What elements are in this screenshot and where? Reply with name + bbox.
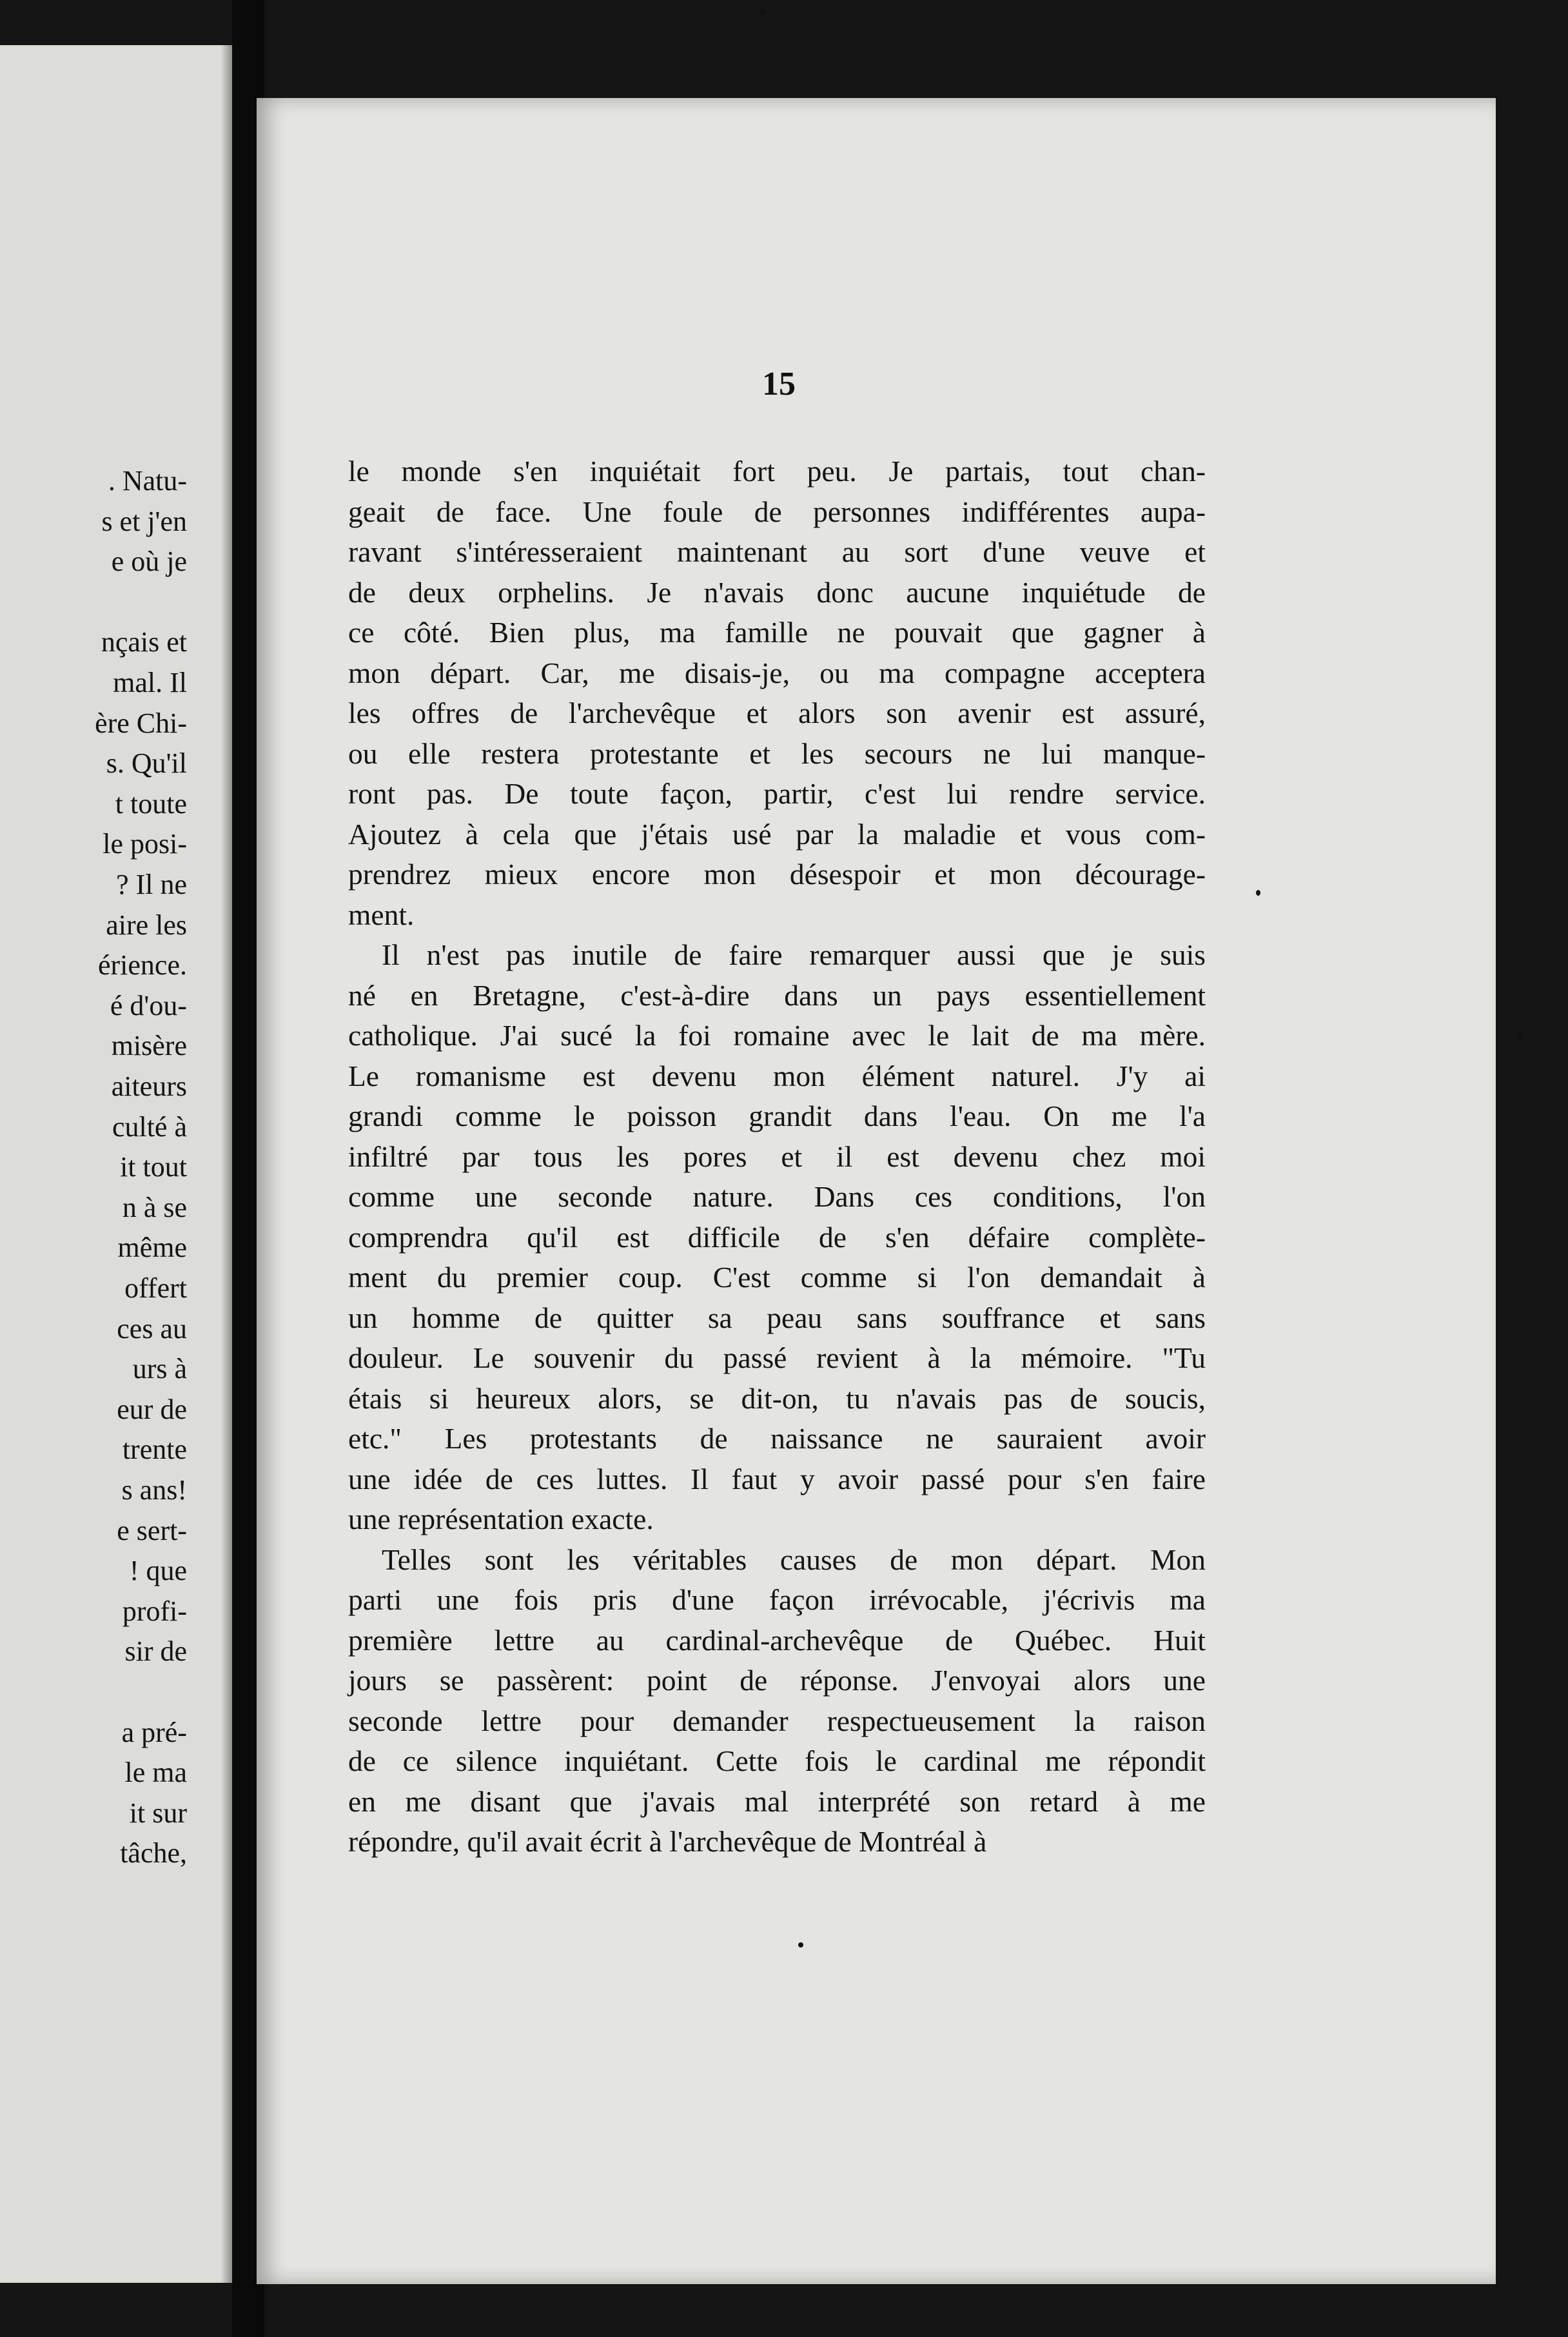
text-line: ment du premier coup. C'est comme si l'on demandait à xyxy=(348,1261,1206,1294)
scan-speck xyxy=(798,1942,803,1948)
text-line: en me disant que j'avais mal interprété son retard à me xyxy=(348,1784,1206,1818)
scan-speck xyxy=(1256,890,1260,896)
left-page-line: . Natu- xyxy=(108,465,187,497)
left-page-line: le ma xyxy=(124,1757,187,1789)
left-page-line: aire les xyxy=(106,909,187,941)
text-line: comprendra qu'il est difficile de s'en défaire complète- xyxy=(348,1220,1206,1254)
text-line: répondre, qu'il avait écrit à l'archevêque de Montréal à xyxy=(348,1825,987,1858)
left-page-line: n à se xyxy=(122,1191,187,1223)
body-text xyxy=(348,451,1206,1862)
left-page-line: aiteurs xyxy=(111,1070,187,1102)
left-page-line: s. Qu'il xyxy=(106,747,187,780)
scan-speck xyxy=(761,10,765,15)
text-line: Le romanisme est devenu mon élément naturel. J'y ai xyxy=(348,1059,1206,1092)
left-page-line: it tout xyxy=(120,1151,187,1183)
left-page-line: ces au xyxy=(117,1312,187,1345)
left-page-line: ? Il ne xyxy=(116,869,187,900)
text-line: une idée de ces luttes. Il faut y avoir passé pour s'en faire xyxy=(348,1462,1206,1495)
text-line: première lettre au cardinal-archevêque de Québec. Huit xyxy=(348,1623,1206,1657)
text-line: de deux orphelins. Je n'avais donc aucune inquiétude de xyxy=(348,575,1206,609)
text-line: ou elle restera protestante et les secours ne lui manque- xyxy=(348,736,1206,770)
left-page-line: e sert- xyxy=(117,1514,187,1546)
left-page-line: même xyxy=(117,1232,187,1264)
scan-speck xyxy=(1518,1033,1522,1040)
left-page-line: s ans! xyxy=(121,1474,187,1506)
left-page-line: trente xyxy=(122,1434,187,1466)
text-line: geait de face. Une foule de personnes indifférentes aupa- xyxy=(348,495,1206,528)
text-line: mon départ. Car, me disais-je, ou ma compagne acceptera xyxy=(348,656,1206,689)
text-line: Il n'est pas inutile de faire remarquer aussi que je suis xyxy=(382,938,1206,971)
paragraph xyxy=(348,1540,1206,1862)
left-page-line: tâche, xyxy=(120,1837,187,1869)
left-page-line: mal. Il xyxy=(113,667,187,698)
text-line: ce côté. Bien plus, ma famille ne pouvait que gagner à xyxy=(348,616,1206,649)
text-line: ravant s'intéresseraient maintenant au sort d'une veuve et xyxy=(348,535,1206,568)
text-line: ment. xyxy=(348,898,415,931)
text-line: infiltré par tous les pores et il est devenu chez moi xyxy=(348,1139,1206,1173)
left-page-line: le posi- xyxy=(103,828,187,860)
text-line: catholique. J'ai sucé la foi romaine avec le lait de ma mère. xyxy=(348,1019,1206,1052)
text-line: une représentation exacte. xyxy=(348,1503,654,1535)
left-page-line: ! que xyxy=(129,1555,187,1587)
text-line: ront pas. De toute façon, partir, c'est lui rendre service. xyxy=(348,777,1206,810)
left-page-line: profi- xyxy=(122,1595,187,1627)
text-line: seconde lettre pour demander respectueusement la raison xyxy=(348,1704,1206,1737)
paragraph xyxy=(348,935,1206,1540)
text-line: étais si heureux alors, se dit-on, tu n'avais pas de soucis, xyxy=(348,1381,1206,1415)
text-line: jours se passèrent: point de réponse. J'envoyai alors une xyxy=(348,1664,1206,1697)
left-page-line: érience. xyxy=(98,949,187,981)
left-page-line: it sur xyxy=(129,1797,187,1829)
text-line: Ajoutez à cela que j'étais usé par la maladie et vous com- xyxy=(348,817,1206,851)
left-page-line: é d'ou- xyxy=(110,989,187,1021)
text-line: de ce silence inquiétant. Cette fois le cardinal me répondit xyxy=(348,1744,1206,1777)
left-page-line: ère Chi- xyxy=(95,707,187,739)
left-page-line: s et j'en xyxy=(101,505,187,537)
text-line: un homme de quitter sa peau sans souffrance et sans xyxy=(348,1301,1206,1334)
paragraph xyxy=(348,451,1206,935)
left-page-line: culté à xyxy=(112,1110,187,1143)
text-line: grandi comme le poisson grandit dans l'eau. On me l'a xyxy=(348,1099,1206,1132)
previous-page xyxy=(0,45,232,2283)
page-number: 15 xyxy=(762,366,796,402)
text-line: né en Bretagne, c'est-à-dire dans un pays essentiellement xyxy=(348,978,1206,1012)
left-page-line: eur de xyxy=(117,1393,187,1425)
text-line: les offres de l'archevêque et alors son avenir est assuré, xyxy=(348,696,1206,729)
text-line: prendrez mieux encore mon désespoir et mon décourage- xyxy=(348,858,1206,891)
left-page-line: a pré- xyxy=(121,1716,187,1748)
text-line: Telles sont les véritables causes de mon départ. Mon xyxy=(382,1543,1206,1576)
left-page-line: misère xyxy=(111,1030,187,1062)
text-line: douleur. Le souvenir du passé revient à la mémoire. "Tu xyxy=(348,1341,1206,1374)
left-page-line: nçais et xyxy=(101,626,187,658)
left-page-line: offert xyxy=(124,1272,187,1304)
left-page-line: urs à xyxy=(132,1353,187,1385)
text-line: parti une fois pris d'une façon irrévocable, j'écrivis ma xyxy=(348,1583,1206,1616)
left-page-line: e où je xyxy=(111,546,187,578)
text-line: etc." Les protestants de naissance ne sauraient avoir xyxy=(348,1422,1206,1455)
left-page-line: t toute xyxy=(115,787,187,820)
left-page-line: sir de xyxy=(124,1635,187,1668)
text-line: le monde s'en inquiétait fort peu. Je partais, tout chan- xyxy=(348,455,1206,488)
text-line: comme une seconde nature. Dans ces conditions, l'on xyxy=(348,1180,1206,1213)
